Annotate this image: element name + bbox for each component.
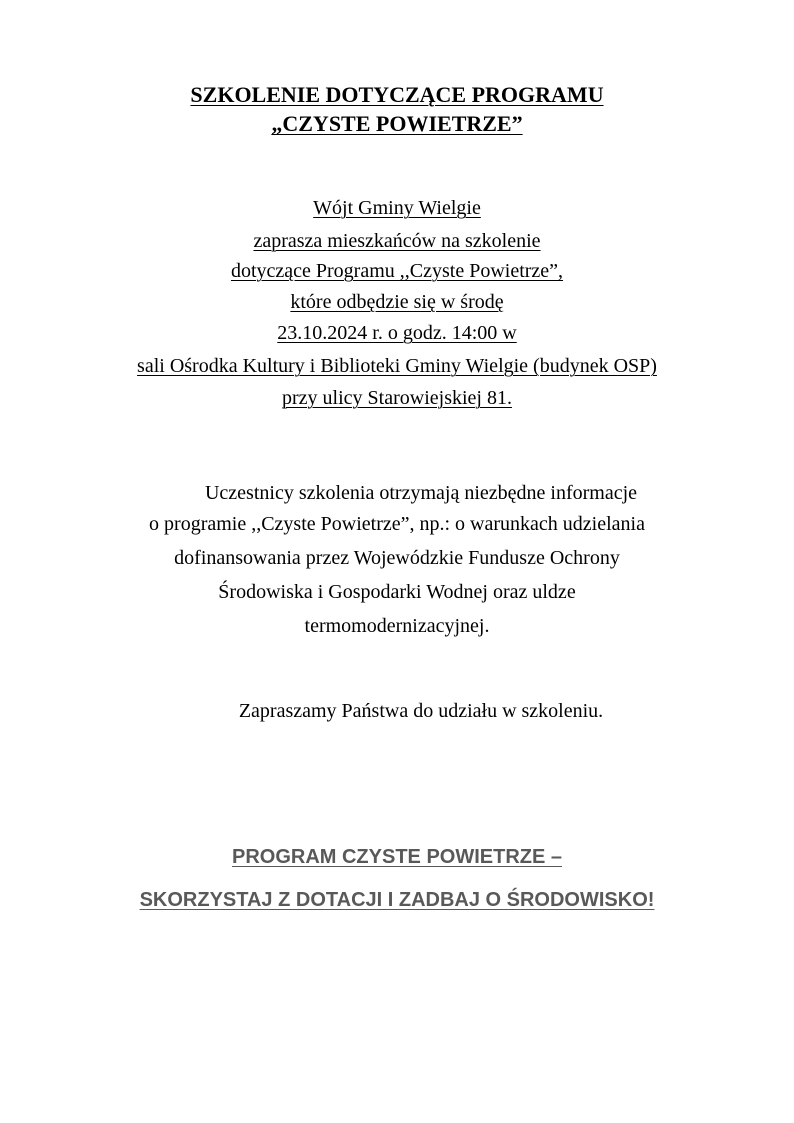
info-line: Środowiska i Gospodarki Wodnej oraz uldze — [218, 581, 576, 603]
slogan-line-1: PROGRAM CZYSTE POWIETRZE – — [231, 846, 563, 868]
invitation-line: sali Ośrodka Kultury i Biblioteki Gminy Wielgie (budynek OSP) — [137, 355, 657, 377]
invitation-line: 23.10.2024 r. o godz. 14:00 w — [277, 322, 517, 344]
invitation-line: dotyczące Programu ,,Czyste Powietrze”, — [230, 260, 564, 282]
info-line: dofinansowania przez Wojewódzkie Fundusze Ochrony — [174, 547, 620, 569]
invitation-line: zaprasza mieszkańców na szkolenie — [253, 230, 541, 252]
closing-text: Zapraszamy Państwa do udziału w szkoleniu. — [238, 700, 604, 722]
info-line: o programie ,,Czyste Powietrze”, np.: o warunkach udzielania — [149, 513, 645, 535]
slogan-line-2: SKORZYSTAJ Z DOTACJI I ZADBAJ O ŚRODOWISKO! — [139, 889, 655, 911]
title-line-1: SZKOLENIE DOTYCZĄCE PROGRAMU — [190, 82, 604, 107]
invitation-line: przy ulicy Starowiejskiej 81. — [282, 387, 512, 409]
title-line-2: „CZYSTE POWIETRZE” — [271, 111, 523, 136]
invitation-line: które odbędzie się w środę — [290, 291, 504, 313]
info-line: Uczestnicy szkolenia otrzymają niezbędne informacje — [204, 482, 638, 504]
invitation-line: Wójt Gminy Wielgie — [313, 197, 481, 219]
info-line: termomodernizacyjnej. — [304, 615, 490, 637]
